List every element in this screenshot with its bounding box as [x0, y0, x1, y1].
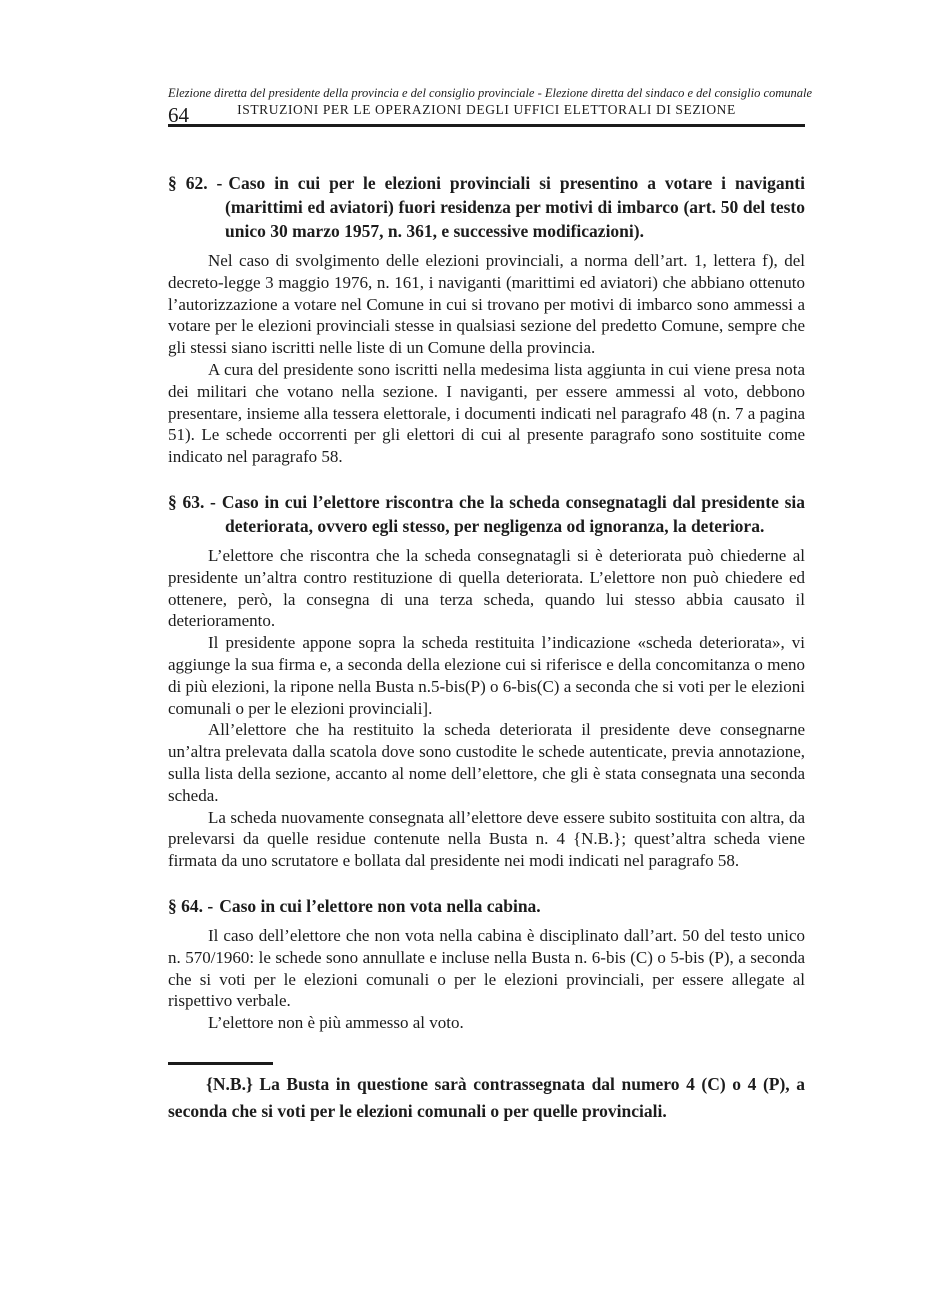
page-content	[168, 86, 813, 1125]
footnote	[168, 1062, 805, 1125]
running-subtitle: ISTRUZIONI PER LE OPERAZIONI DEGLI UFFICI ELETTORALI DI SEZIONE	[237, 102, 736, 117]
paragraph: L’elettore non è più ammesso al voto.	[208, 1013, 464, 1033]
section-heading	[168, 171, 805, 243]
section-number: § 63. -	[168, 491, 216, 512]
section-heading	[168, 490, 805, 538]
header-rule	[168, 124, 805, 127]
paragraph: L’elettore che riscontra che la scheda consegnatagli si è deteriorata può chiederne al presidente un’altra contro restituzione di quella deteriorata. L’elettore non può chiedere ed ottenere, però, la consegna di una terza scheda, quando lui stesso abbia causato il deterioramento.	[168, 545, 805, 631]
section-heading	[168, 894, 805, 918]
section-number: § 64. -	[168, 895, 214, 916]
paragraph: La scheda nuovamente consegnata all’elettore deve essere subito sostituita con altra, da prelevarsi da quelle residue contenute nella Busta n. 4 {N.B.}; quest’altra scheda viene firmata da uno scrutatore e bollata dal presidente nei modi indicati nel paragrafo 58.	[168, 807, 805, 871]
section-title: Caso in cui l’elettore non vota nella cabina.	[219, 895, 541, 916]
footnote-rule	[168, 1062, 273, 1065]
paragraph: Nel caso di svolgimento delle elezioni provinciali, a norma dell’art. 1, lettera f), del decreto-legge 3 maggio 1976, n. 161, i naviganti (marittimi ed aviatori) che abbiano ottenuto l’autorizzazione a votare nel Comune in cui si trovano per motivi di imbarco sono ammessi a votare per le elezioni provinciali stesse in qualsiasi sezione del predetto Comune, sempre che gli stessi siano iscritti nelle liste di un Comune della provincia.	[168, 251, 805, 358]
paragraph: Il presidente appone sopra la scheda restituita l’indicazione «scheda deteriorata», vi aggiunge la sua firma e, a seconda della elezione cui si riferisce e della concomitanza o meno di più elezioni, la ripone nella Busta n.5-bis(P) o 6-bis(C) a seconda che si voti per le elezioni comunali o per le elezioni provinciali].	[168, 633, 805, 718]
section-62	[168, 171, 805, 468]
paragraph: Il caso dell’elettore che non vota nella cabina è disciplinato dall’art. 50 del testo unico n. 570/1960: le schede sono annullate e incluse nella Busta n. 6-bis (C) o 5-bis (P), a seconda che si voti per le elezioni comunali o per le elezioni provinciali, per essere allegate al rispettivo verbale.	[168, 925, 805, 1011]
footnote-text: {N.B.} La Busta in questione sarà contrassegnata dal numero 4 (C) o 4 (P), a seconda che si voti per le elezioni comunali o per quelle provinciali.	[168, 1073, 805, 1121]
section-title: Caso in cui l’elettore riscontra che la scheda consegnatagli dal presidente sia deteriorata, ovvero egli stesso, per negligenza od ignoranza, la deteriora.	[221, 491, 806, 536]
section-64	[168, 894, 805, 1034]
paragraph: All’elettore che ha restituito la scheda deteriorata il presidente deve consegnarne un’altra prelevata dalla scatola dove sono custodite le schede autenticate, previa annotazione, sulla lista della sezione, accanto al nome dell’elettore, che gli è stata consegnata una seconda scheda.	[168, 720, 805, 805]
page-header	[168, 86, 813, 127]
section-title: Caso in cui per le elezioni provinciali si presentino a votare i naviganti (marittimi ed aviatori) fuori residenza per motivi di imbarco (art. 50 del testo unico 30 marzo 1957, n. 361, e successive modificazioni).	[225, 173, 805, 241]
running-title: Elezione diretta del presidente della provincia e del consiglio provinciale - Elezione diretta del sindaco e del consiglio comunale	[168, 86, 813, 100]
page-number: 64	[168, 103, 189, 127]
section-63	[168, 490, 805, 872]
section-number: § 62. -	[168, 173, 223, 193]
paragraph: A cura del presidente sono iscritti nella medesima lista aggiunta in cui viene presa nota dei militari che votano nella sezione. I naviganti, per essere ammessi al voto, debbono presentare, insieme alla tessera elettorale, i documenti indicati nel paragrafo 48 (n. 7 a pagina 51). Le schede occorrenti per gli elettori di cui al presente paragrafo sono sostituite come indicato nel paragrafo 58.	[168, 359, 805, 467]
